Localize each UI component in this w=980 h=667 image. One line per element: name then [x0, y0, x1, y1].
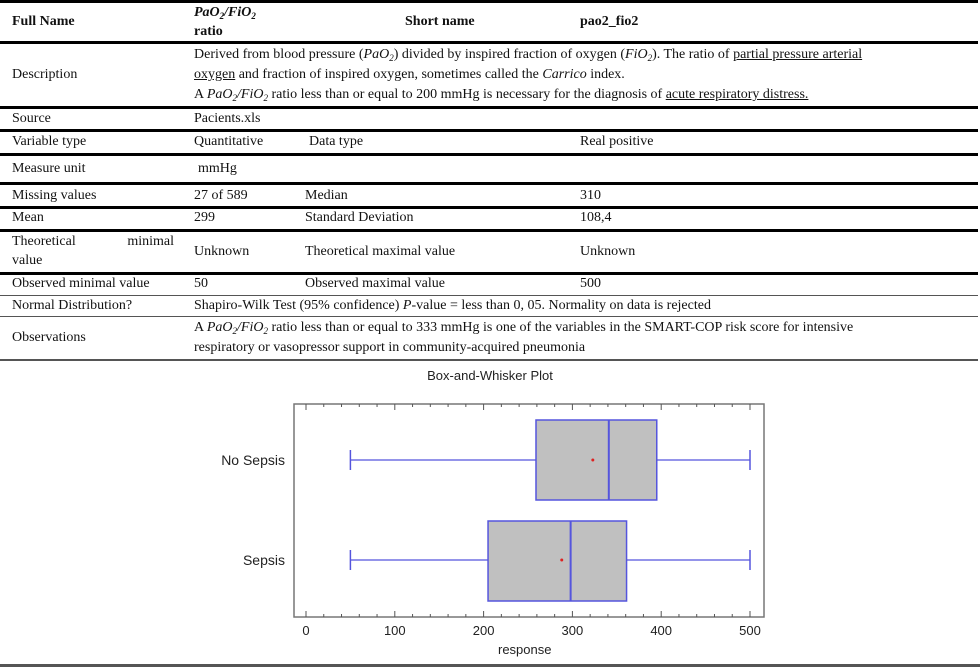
median-value: 310: [580, 188, 601, 203]
ob-c: /FiO: [237, 320, 264, 335]
category-label-sepsis: Sepsis: [242, 552, 285, 568]
observations-rule: [0, 359, 978, 361]
observations-line1: [194, 318, 853, 337]
description-label: Description: [12, 67, 78, 82]
measure-unit-value: mmHg: [198, 161, 237, 176]
nd-c: -value = less than 0, 05. Normality on data is rejected: [411, 298, 711, 313]
missing-values-value: 27 of 589: [194, 188, 248, 203]
normal-distribution-value: [194, 296, 711, 315]
ob-d: ratio less than or equal to 333 mmHg is one of the variables in the SMART-COP risk score for intensive: [267, 320, 854, 335]
ob-cs: 2: [263, 326, 268, 336]
x-tick-label: 0: [302, 623, 310, 638]
ob-a: A: [194, 320, 207, 335]
d3cs: 2: [263, 93, 268, 103]
iqr-box: [488, 521, 627, 601]
description-line3: [194, 85, 808, 104]
d1b: PaO: [363, 47, 390, 62]
theoretical-max-value: Unknown: [580, 244, 636, 259]
std-dev-value: 108,4: [580, 210, 612, 225]
median-label: Median: [305, 188, 348, 203]
x-tick-label: 400: [650, 623, 673, 638]
std-dev-label: Standard Deviation: [305, 210, 414, 225]
d3b: PaO: [206, 87, 233, 102]
d3d: ratio less than or equal to 200 mmHg is necessary for the diagnosis of: [267, 87, 666, 102]
mean-label: Mean: [12, 210, 44, 225]
x-tick-label: 500: [739, 623, 761, 638]
variable-type-value: Quantitative: [194, 134, 264, 149]
description-line2: [194, 65, 625, 84]
data-type-label: Data type: [309, 134, 364, 149]
category-label-no-sepsis: No Sepsis: [221, 452, 285, 468]
th-a: Theoretical: [12, 234, 76, 249]
iqr-box: [536, 420, 657, 500]
chart-title: Box-and-Whisker Plot: [427, 368, 553, 383]
mean-marker: [591, 459, 594, 462]
normal-rule: [0, 316, 978, 317]
x-tick-label: 200: [472, 623, 495, 638]
observed-max-value: 500: [580, 276, 601, 291]
d2c: Carrico: [542, 67, 587, 82]
d3c: /FiO: [237, 87, 264, 102]
d2d: index.: [586, 67, 625, 82]
short-name-label: Short name: [405, 14, 475, 29]
plot-area: [0, 362, 980, 667]
description-line1: [194, 45, 862, 64]
mean-marker: [560, 559, 563, 562]
full-name-value: [194, 3, 256, 41]
th-b: minimal: [127, 234, 174, 249]
fn-pre: PaO: [194, 5, 220, 20]
d1c: ) divided by inspired fraction of oxygen (: [393, 47, 626, 62]
data-type-value: Real positive: [580, 134, 654, 149]
x-tick-label: 300: [561, 623, 584, 638]
full-name-label: Full Name: [12, 14, 75, 29]
d3a: A: [194, 87, 207, 102]
x-tick-label: 100: [383, 623, 406, 638]
observations-label: Observations: [12, 330, 86, 345]
d1d: FiO: [625, 47, 648, 62]
theoretical-min-label: [12, 232, 174, 270]
fn-mid: /FiO: [224, 5, 252, 20]
mean-value: 299: [194, 210, 215, 225]
measure-unit-label: Measure unit: [12, 161, 86, 176]
d1ds: 2: [647, 53, 653, 63]
source-rule: [0, 129, 978, 132]
observed-min-value: 50: [194, 276, 208, 291]
variable-type-label: Variable type: [12, 134, 87, 149]
fn-line2: ratio: [194, 24, 223, 39]
theoretical-max-label: Theoretical maximal value: [305, 244, 456, 259]
fn-sub2: 2: [251, 11, 256, 21]
th-c: value: [12, 253, 43, 268]
box-whisker-chart: [0, 362, 980, 667]
fn-sub1: 2: [219, 11, 225, 21]
d3e-link: acute respiratory distress.: [665, 87, 809, 102]
observations-line2: respiratory or vasopressor support in community-acquired pneumonia: [194, 340, 586, 355]
observed-max-label: Observed maximal value: [305, 276, 445, 291]
nd-b: P: [402, 298, 412, 313]
ob-b: PaO: [206, 320, 233, 335]
description-rule: [0, 106, 978, 109]
source-value: Pacients.xls: [194, 111, 261, 126]
observed-min-label: Observed minimal value: [12, 276, 150, 291]
table-top-rule: [0, 0, 978, 3]
d2b: and fraction of inspired oxygen, sometimes called the: [235, 67, 543, 82]
ob-bs: 2: [232, 326, 238, 336]
variable-type-rule: [0, 153, 978, 156]
d3bs: 2: [232, 93, 238, 103]
d1f-link: partial pressure arterial: [733, 47, 863, 62]
missing-rule: [0, 206, 978, 209]
header-rule: [0, 41, 978, 44]
theoretical-min-value: Unknown: [194, 244, 250, 259]
measure-unit-rule: [0, 182, 978, 185]
d2a: oxygen: [194, 67, 236, 82]
normal-distribution-label: Normal Distribution?: [12, 298, 133, 313]
x-axis-label: response: [498, 642, 552, 657]
source-label: Source: [12, 111, 51, 126]
d1bs: 2: [389, 53, 394, 63]
short-name-value: pao2_fio2: [580, 14, 639, 29]
d1e: ). The ratio of: [652, 47, 734, 62]
nd-a: Shapiro-Wilk Test (95% confidence): [194, 298, 403, 313]
missing-values-label: Missing values: [12, 188, 97, 203]
d1a: Derived from blood pressure (: [194, 47, 364, 62]
